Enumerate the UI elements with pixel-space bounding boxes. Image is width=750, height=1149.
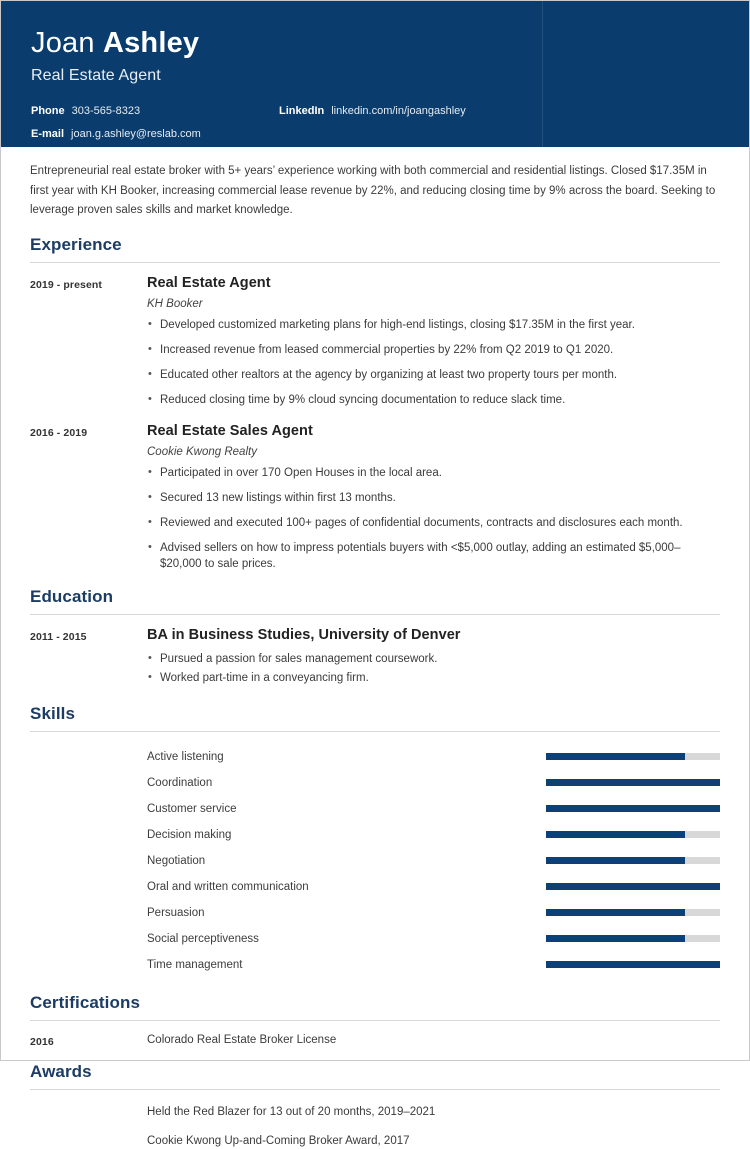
list-item: • Increased revenue from leased commercial properties by 22% from Q2 2019 to Q1 2020. bbox=[147, 342, 720, 358]
skill-bar-track bbox=[546, 883, 720, 890]
skill-label: Oral and written communication bbox=[147, 880, 309, 893]
experience-details bbox=[147, 422, 720, 572]
section-skills bbox=[30, 703, 720, 978]
award-date-spacer bbox=[30, 1133, 147, 1149]
contact-linkedin-row bbox=[279, 104, 466, 118]
education-degree: BA in Business Studies, University of Denver bbox=[147, 626, 461, 643]
skill-bar-fill bbox=[546, 883, 720, 890]
linkedin-value[interactable]: linkedin.com/in/joangashley bbox=[331, 105, 466, 117]
skill-bar-fill bbox=[546, 753, 685, 760]
certification-entry bbox=[30, 1031, 720, 1050]
education-bullet-list bbox=[147, 651, 720, 686]
skill-bar-track bbox=[546, 805, 720, 812]
list-item: • Worked part-time in a conveyancing firm. bbox=[147, 670, 720, 686]
skill-row bbox=[30, 848, 720, 874]
education-date: 2011 - 2015 bbox=[30, 630, 87, 643]
skill-label: Customer service bbox=[147, 802, 237, 815]
list-item: • Educated other realtors at the agency by organizing at least two property tours per month. bbox=[147, 367, 720, 383]
awards-list bbox=[30, 1104, 720, 1149]
skill-label: Active listening bbox=[147, 750, 224, 763]
candidate-first-name: Joan bbox=[31, 27, 95, 59]
skill-row bbox=[30, 770, 720, 796]
list-item: • Participated in over 170 Open Houses in the local area. bbox=[147, 465, 720, 481]
award-text: Cookie Kwong Up-and-Coming Broker Award, 2017 bbox=[147, 1134, 410, 1147]
experience-entry bbox=[30, 274, 720, 408]
skill-bar-fill bbox=[546, 961, 720, 968]
experience-company: KH Booker bbox=[147, 297, 203, 310]
section-title-awards: Awards bbox=[30, 1061, 92, 1081]
skill-bar-fill bbox=[546, 805, 720, 812]
experience-date: 2019 - present bbox=[30, 278, 103, 291]
candidate-job-title: Real Estate Agent bbox=[31, 67, 161, 84]
experience-company: Cookie Kwong Realty bbox=[147, 445, 257, 458]
contact-email-row bbox=[31, 127, 281, 141]
skill-label: Negotiation bbox=[147, 854, 206, 867]
resume-body bbox=[1, 147, 749, 1149]
experience-bullet-list bbox=[147, 317, 720, 408]
list-item: • Reduced closing time by 9% cloud syncing documentation to reduce slack time. bbox=[147, 392, 720, 408]
section-title-certifications: Certifications bbox=[30, 992, 141, 1012]
section-awards bbox=[30, 1061, 720, 1149]
email-label: E-mail bbox=[31, 128, 65, 140]
resume-header bbox=[1, 1, 749, 147]
skill-label: Persuasion bbox=[147, 906, 205, 919]
skill-bar-track bbox=[546, 753, 720, 760]
candidate-last-name: Ashley bbox=[102, 27, 200, 59]
certification-text: Colorado Real Estate Broker License bbox=[147, 1033, 337, 1046]
skill-label: Social perceptiveness bbox=[147, 932, 259, 945]
experience-date: 2016 - 2019 bbox=[30, 426, 88, 439]
experience-entry bbox=[30, 422, 720, 572]
linkedin-label: LinkedIn bbox=[279, 105, 325, 117]
skill-bar-fill bbox=[546, 857, 685, 864]
experience-job-title: Real Estate Agent bbox=[147, 274, 271, 291]
award-entry bbox=[30, 1133, 720, 1149]
list-item: • Advised sellers on how to impress potentials buyers with <$5,000 outlay, adding an estimated $5,000–$20,000 to sale prices. bbox=[147, 540, 720, 572]
skill-bar-fill bbox=[546, 831, 685, 838]
section-rule-experience bbox=[30, 262, 720, 263]
education-details bbox=[147, 626, 720, 689]
certification-date: 2016 bbox=[30, 1035, 54, 1048]
skill-bar-track bbox=[546, 857, 720, 864]
section-rule-awards bbox=[30, 1089, 720, 1090]
section-rule-certifications bbox=[30, 1020, 720, 1021]
list-item: • Reviewed and executed 100+ pages of confidential documents, contracts and disclosures each month. bbox=[147, 515, 720, 531]
skill-row bbox=[30, 744, 720, 770]
contact-info bbox=[31, 104, 721, 141]
professional-summary: Entrepreneurial real estate broker with 5+ years’ experience working with both commercial and residential listings. Closed $17.35M in first year with KH Booker, increasing commercial lease revenue by 22%, and reducing closing time by 9% across the board. Seeking to leverage proven sales skills and market knowledge. bbox=[30, 165, 716, 216]
phone-label: Phone bbox=[31, 105, 65, 117]
skill-bar-fill bbox=[546, 935, 685, 942]
section-title-experience: Experience bbox=[30, 234, 122, 254]
email-value[interactable]: joan.g.ashley@reslab.com bbox=[71, 128, 201, 140]
candidate-name bbox=[31, 27, 749, 60]
section-certifications bbox=[30, 992, 720, 1050]
skill-row bbox=[30, 822, 720, 848]
education-entry bbox=[30, 626, 720, 689]
section-title-skills: Skills bbox=[30, 703, 76, 723]
award-entry bbox=[30, 1104, 720, 1120]
skill-row bbox=[30, 874, 720, 900]
section-education bbox=[30, 586, 720, 689]
skill-row bbox=[30, 900, 720, 926]
skill-bar-fill bbox=[546, 779, 720, 786]
skill-bar-track bbox=[546, 909, 720, 916]
skills-list bbox=[30, 744, 720, 978]
list-item: • Pursued a passion for sales management coursework. bbox=[147, 651, 720, 667]
skill-bar-track bbox=[546, 779, 720, 786]
experience-details bbox=[147, 274, 720, 408]
phone-value: 303-565-8323 bbox=[71, 105, 141, 117]
skill-label: Coordination bbox=[147, 776, 213, 789]
skill-label: Time management bbox=[147, 958, 243, 971]
section-rule-skills bbox=[30, 731, 720, 732]
experience-bullet-list bbox=[147, 465, 720, 572]
skill-label: Decision making bbox=[147, 828, 232, 841]
skill-bar-track bbox=[546, 961, 720, 968]
skill-row bbox=[30, 926, 720, 952]
skill-row bbox=[30, 952, 720, 978]
list-item: • Secured 13 new listings within first 13 months. bbox=[147, 490, 720, 506]
contact-phone-row bbox=[31, 104, 281, 118]
skill-bar-fill bbox=[546, 909, 685, 916]
list-item: • Developed customized marketing plans for high-end listings, closing $17.35M in the first year. bbox=[147, 317, 720, 333]
experience-job-title: Real Estate Sales Agent bbox=[147, 422, 313, 439]
section-title-education: Education bbox=[30, 586, 114, 606]
skill-bar-track bbox=[546, 831, 720, 838]
skill-bar-track bbox=[546, 935, 720, 942]
section-rule-education bbox=[30, 614, 720, 615]
award-text: Held the Red Blazer for 13 out of 20 months, 2019–2021 bbox=[147, 1105, 436, 1118]
section-experience bbox=[30, 234, 720, 572]
award-date-spacer bbox=[30, 1104, 147, 1120]
skill-row bbox=[30, 796, 720, 822]
